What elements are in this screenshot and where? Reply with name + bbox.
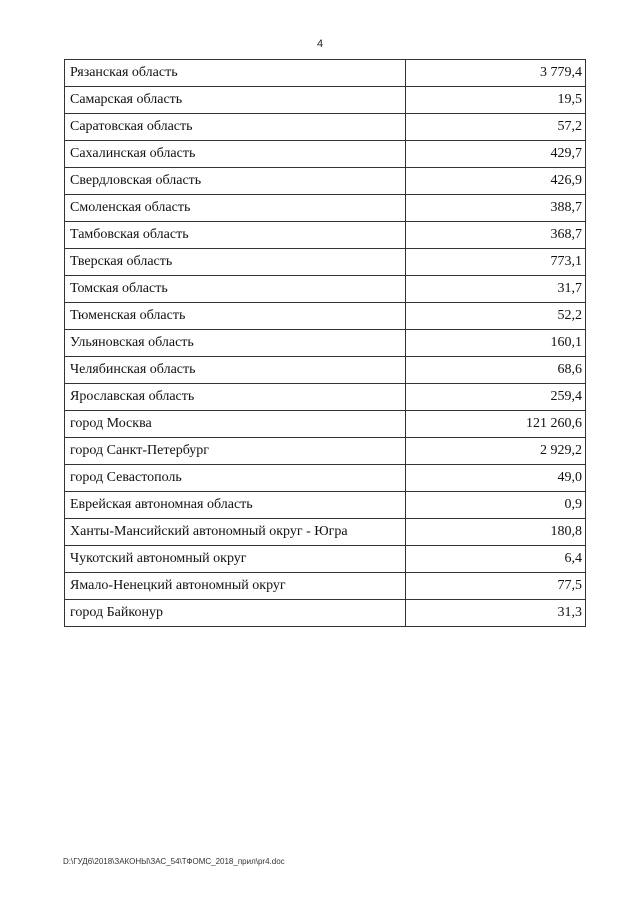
regions-table-body [65, 60, 586, 627]
table-row [65, 546, 586, 573]
region-value-cell: 429,7 [406, 141, 586, 168]
region-name-cell: Тамбовская область [65, 222, 406, 249]
region-value-cell: 0,9 [406, 492, 586, 519]
table-row [65, 249, 586, 276]
table-row [65, 195, 586, 222]
region-value-cell: 368,7 [406, 222, 586, 249]
region-name-cell: Чукотский автономный округ [65, 546, 406, 573]
region-value-cell: 49,0 [406, 465, 586, 492]
table-row [65, 438, 586, 465]
regions-table [64, 59, 586, 627]
region-value-cell: 388,7 [406, 195, 586, 222]
region-value-cell: 57,2 [406, 114, 586, 141]
region-name-cell: Челябинская область [65, 357, 406, 384]
region-name-cell: Ярославская область [65, 384, 406, 411]
region-value-cell: 160,1 [406, 330, 586, 357]
region-name-cell: город Санкт-Петербург [65, 438, 406, 465]
table-row [65, 384, 586, 411]
table-row [65, 573, 586, 600]
region-value-cell: 52,2 [406, 303, 586, 330]
table-row [65, 276, 586, 303]
region-name-cell: Ямало-Ненецкий автономный округ [65, 573, 406, 600]
region-value-cell: 2 929,2 [406, 438, 586, 465]
region-name-cell: город Москва [65, 411, 406, 438]
table-row [65, 465, 586, 492]
footer-file-path: D:\ГУД6\2018\ЗАКОНЫ\ЗАС_54\ТФОМС_2018_прил\pr4.doc [63, 857, 285, 866]
table-row [65, 168, 586, 195]
region-value-cell: 6,4 [406, 546, 586, 573]
region-name-cell: Сахалинская область [65, 141, 406, 168]
region-value-cell: 426,9 [406, 168, 586, 195]
table-row [65, 600, 586, 627]
region-value-cell: 180,8 [406, 519, 586, 546]
region-value-cell: 121 260,6 [406, 411, 586, 438]
region-value-cell: 259,4 [406, 384, 586, 411]
region-name-cell: Томская область [65, 276, 406, 303]
region-name-cell: Тверская область [65, 249, 406, 276]
region-value-cell: 3 779,4 [406, 60, 586, 87]
table-row [65, 303, 586, 330]
region-name-cell: Саратовская область [65, 114, 406, 141]
table-row [65, 411, 586, 438]
table-row [65, 330, 586, 357]
table-row [65, 141, 586, 168]
region-name-cell: Ульяновская область [65, 330, 406, 357]
region-name-cell: город Севастополь [65, 465, 406, 492]
region-value-cell: 68,6 [406, 357, 586, 384]
table-row [65, 492, 586, 519]
region-value-cell: 77,5 [406, 573, 586, 600]
page-number: 4 [316, 38, 324, 50]
table-row [65, 87, 586, 114]
table-row [65, 519, 586, 546]
region-name-cell: Еврейская автономная область [65, 492, 406, 519]
table-row [65, 114, 586, 141]
region-value-cell: 31,3 [406, 600, 586, 627]
table-row [65, 357, 586, 384]
region-value-cell: 773,1 [406, 249, 586, 276]
table-row [65, 222, 586, 249]
region-name-cell: Рязанская область [65, 60, 406, 87]
region-name-cell: Тюменская область [65, 303, 406, 330]
region-name-cell: Смоленская область [65, 195, 406, 222]
region-value-cell: 31,7 [406, 276, 586, 303]
region-value-cell: 19,5 [406, 87, 586, 114]
region-name-cell: Свердловская область [65, 168, 406, 195]
region-name-cell: город Байконур [65, 600, 406, 627]
region-name-cell: Ханты-Мансийский автономный округ - Югра [65, 519, 406, 546]
region-name-cell: Самарская область [65, 87, 406, 114]
table-row [65, 60, 586, 87]
